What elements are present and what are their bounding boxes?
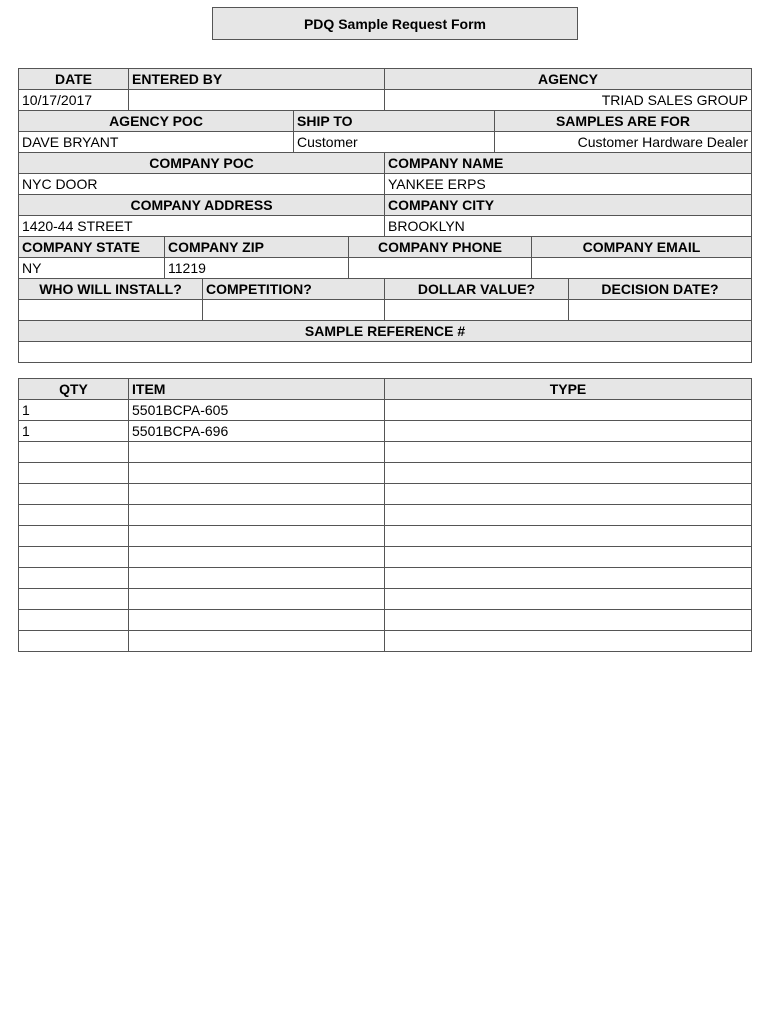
company-zip-label: COMPANY ZIP xyxy=(165,237,349,258)
value-row-5 xyxy=(19,258,752,279)
company-poc-field[interactable]: NYC DOOR xyxy=(19,174,385,195)
company-address-label: COMPANY ADDRESS xyxy=(19,195,385,216)
qty-cell[interactable]: 1 xyxy=(19,400,129,421)
table-row xyxy=(19,400,752,421)
type-cell[interactable] xyxy=(385,631,752,652)
who-install-field[interactable] xyxy=(19,300,203,321)
company-phone-field[interactable] xyxy=(349,258,532,279)
competition-field[interactable] xyxy=(203,300,385,321)
company-state-label: COMPANY STATE xyxy=(19,237,165,258)
agency-field[interactable]: TRIAD SALES GROUP xyxy=(385,90,752,111)
qty-cell[interactable] xyxy=(19,442,129,463)
item-cell[interactable]: 5501BCPA-696 xyxy=(129,421,385,442)
request-info-grid xyxy=(18,68,752,363)
value-row-1 xyxy=(19,90,752,111)
table-row xyxy=(19,442,752,463)
samples-for-field[interactable]: Customer Hardware Dealer xyxy=(495,132,752,153)
ship-to-field[interactable]: Customer xyxy=(294,132,495,153)
header-row-3 xyxy=(19,153,752,174)
samples-for-label: SAMPLES ARE FOR xyxy=(495,111,752,132)
competition-label: COMPETITION? xyxy=(203,279,385,300)
header-row-4 xyxy=(19,195,752,216)
type-cell[interactable] xyxy=(385,505,752,526)
type-cell[interactable] xyxy=(385,463,752,484)
items-table xyxy=(18,378,752,652)
dollar-value-field[interactable] xyxy=(385,300,569,321)
item-cell[interactable] xyxy=(129,484,385,505)
table-row xyxy=(19,484,752,505)
header-row-1 xyxy=(19,69,752,90)
table-row xyxy=(19,568,752,589)
value-row-3 xyxy=(19,174,752,195)
item-cell[interactable] xyxy=(129,568,385,589)
company-name-field[interactable]: YANKEE ERPS xyxy=(385,174,752,195)
company-phone-label: COMPANY PHONE xyxy=(349,237,532,258)
company-city-field[interactable]: BROOKLYN xyxy=(385,216,752,237)
company-address-field[interactable]: 1420-44 STREET xyxy=(19,216,385,237)
header-row-2 xyxy=(19,111,752,132)
table-row xyxy=(19,547,752,568)
ship-to-label: SHIP TO xyxy=(294,111,495,132)
type-cell[interactable] xyxy=(385,589,752,610)
items-body xyxy=(19,400,752,652)
item-cell[interactable] xyxy=(129,610,385,631)
company-email-field[interactable] xyxy=(532,258,752,279)
value-row-6 xyxy=(19,300,752,321)
type-header: TYPE xyxy=(385,379,752,400)
value-row-4 xyxy=(19,216,752,237)
type-cell[interactable] xyxy=(385,610,752,631)
date-field[interactable]: 10/17/2017 xyxy=(19,90,129,111)
company-state-field[interactable]: NY xyxy=(19,258,165,279)
item-header: ITEM xyxy=(129,379,385,400)
item-cell[interactable] xyxy=(129,526,385,547)
item-cell[interactable] xyxy=(129,505,385,526)
qty-header: QTY xyxy=(19,379,129,400)
agency-label: AGENCY xyxy=(385,69,752,90)
company-name-label: COMPANY NAME xyxy=(385,153,752,174)
decision-date-label: DECISION DATE? xyxy=(569,279,752,300)
form-title: PDQ Sample Request Form xyxy=(212,7,578,40)
who-install-label: WHO WILL INSTALL? xyxy=(19,279,203,300)
value-row-7 xyxy=(19,342,752,363)
agency-poc-label: AGENCY POC xyxy=(19,111,294,132)
decision-date-field[interactable] xyxy=(569,300,752,321)
table-row xyxy=(19,421,752,442)
sample-reference-label: SAMPLE REFERENCE # xyxy=(19,321,752,342)
item-cell[interactable]: 5501BCPA-605 xyxy=(129,400,385,421)
qty-cell[interactable]: 1 xyxy=(19,421,129,442)
qty-cell[interactable] xyxy=(19,484,129,505)
item-cell[interactable] xyxy=(129,547,385,568)
agency-poc-field[interactable]: DAVE BRYANT xyxy=(19,132,294,153)
table-row xyxy=(19,526,752,547)
header-row-6 xyxy=(19,279,752,300)
table-row xyxy=(19,610,752,631)
sample-reference-field[interactable] xyxy=(19,342,752,363)
type-cell[interactable] xyxy=(385,400,752,421)
qty-cell[interactable] xyxy=(19,589,129,610)
qty-cell[interactable] xyxy=(19,526,129,547)
value-row-2 xyxy=(19,132,752,153)
type-cell[interactable] xyxy=(385,442,752,463)
table-row xyxy=(19,463,752,484)
table-row xyxy=(19,589,752,610)
qty-cell[interactable] xyxy=(19,463,129,484)
type-cell[interactable] xyxy=(385,484,752,505)
qty-cell[interactable] xyxy=(19,505,129,526)
items-header-row xyxy=(19,379,752,400)
company-poc-label: COMPANY POC xyxy=(19,153,385,174)
item-cell[interactable] xyxy=(129,463,385,484)
header-row-5 xyxy=(19,237,752,258)
item-cell[interactable] xyxy=(129,442,385,463)
company-email-label: COMPANY EMAIL xyxy=(532,237,752,258)
company-city-label: COMPANY CITY xyxy=(385,195,752,216)
type-cell[interactable] xyxy=(385,421,752,442)
type-cell[interactable] xyxy=(385,526,752,547)
table-row xyxy=(19,505,752,526)
qty-cell[interactable] xyxy=(19,547,129,568)
dollar-value-label: DOLLAR VALUE? xyxy=(385,279,569,300)
company-zip-field[interactable]: 11219 xyxy=(165,258,349,279)
entered-by-label: ENTERED BY xyxy=(129,69,385,90)
date-label: DATE xyxy=(19,69,129,90)
entered-by-field[interactable] xyxy=(129,90,385,111)
type-cell[interactable] xyxy=(385,568,752,589)
qty-cell[interactable] xyxy=(19,568,129,589)
table-row xyxy=(19,631,752,652)
item-cell[interactable] xyxy=(129,631,385,652)
qty-cell[interactable] xyxy=(19,610,129,631)
qty-cell[interactable] xyxy=(19,631,129,652)
header-row-7 xyxy=(19,321,752,342)
item-cell[interactable] xyxy=(129,589,385,610)
type-cell[interactable] xyxy=(385,547,752,568)
